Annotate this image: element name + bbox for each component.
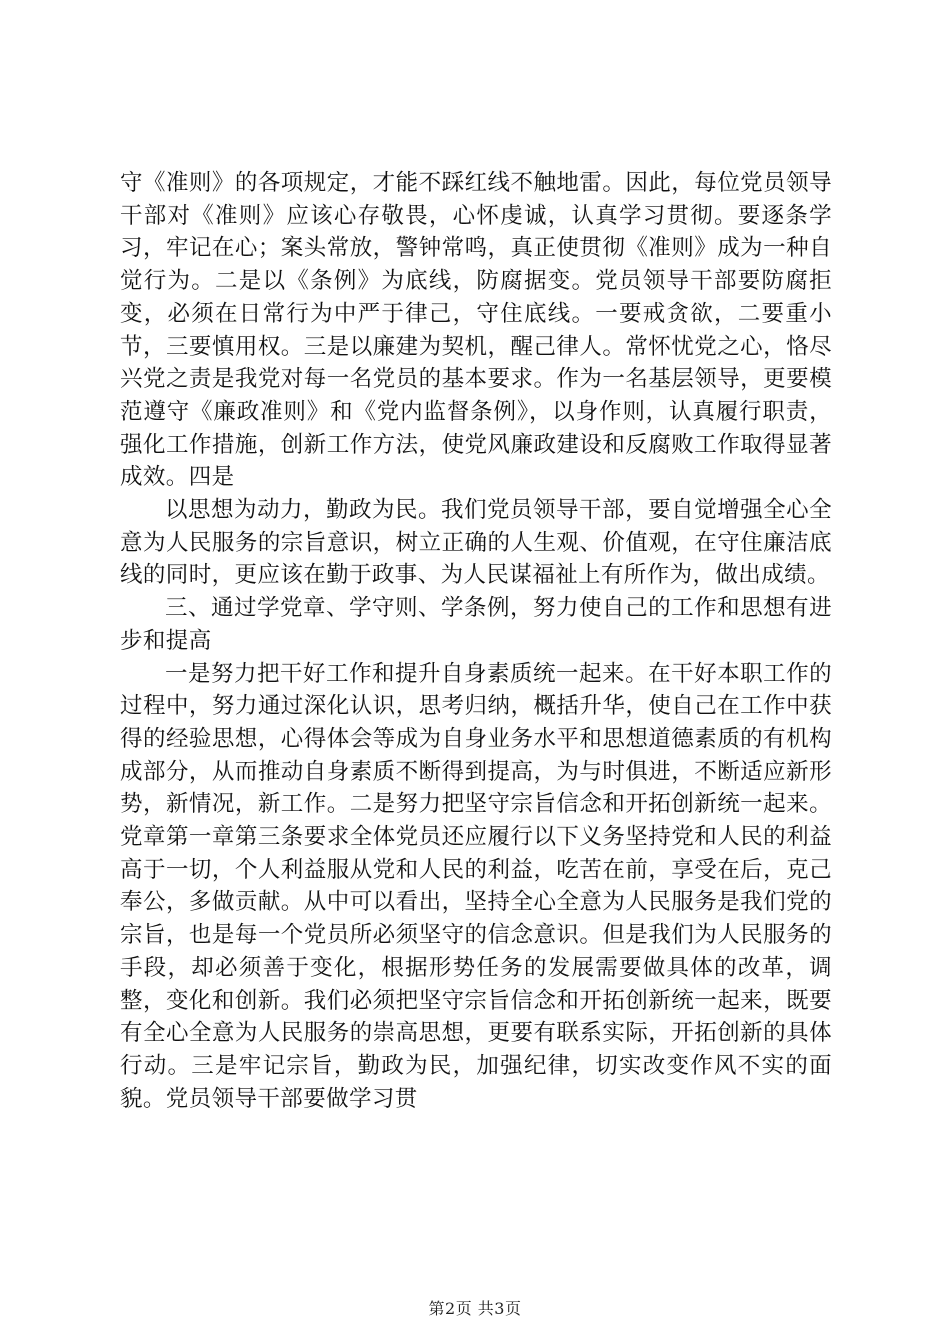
page-number-footer: 第2页 共3页 bbox=[428, 1299, 522, 1318]
paragraph-1: 守《准则》的各项规定，才能不踩红线不触地雷。因此，每位党员领导干部对《准则》应该心存敬畏，心怀虔诚，认真学习贯彻。要逐条学习，牢记在心；案头常放，警钟常鸣，真正使贯彻《准则》成为一种自觉行为。二是以《条例》为底线，防腐据变。党员领导干部要防腐拒变，必须在日常行为中严于律己，守住底线。一要戒贪欲，二要重小节，三要慎用权。三是以廉建为契机，醒己律人。常怀忧党之心，恪尽兴党之责是我党对每一名党员的基本要求。作为一名基层领导，更要模范遵守《廉政准则》和《党内监督条例》，以身作则，认真履行职责，强化工作措施，创新工作方法，使党风廉政建设和反腐败工作取得显著成效。四是 bbox=[120, 170, 832, 491]
section-heading-3: 三、通过学党章、学守则、学条例，努力使自己的工作和思想有进步和提高 bbox=[120, 595, 832, 654]
paragraph-4: 一是努力把干好工作和提升自身素质统一起来。在干好本职工作的过程中，努力通过深化认识，思考归纳，概括升华，使自己在工作中获得的经验思想，心得体会等成为自身业务水平和思想道德素质的有机构成部分，从而推动自身素质不断得到提高，为与时俱进，不断适应新形势，新情况，新工作。二是努力把坚守宗旨信念和开拓创新统一起来。党章第一章第三条要求全体党员还应履行以下义务坚持党和人民的利益高于一切，个人利益服从党和人民的利益，吃苦在前，享受在后，克己奉公，多做贡献。从中可以看出，坚持全心全意为人民服务是我们党的宗旨，也是每一个党员所必须坚守的信念意识。但是我们为人民服务的手段，却必须善于变化，根据形势任务的发展需要做具体的改革，调整，变化和创新。我们必须把坚守宗旨信念和开拓创新统一起来，既要有全心全意为人民服务的崇高思想，更要有联系实际，开拓创新的具体行动。三是牢记宗旨，勤政为民，加强纪律，切实改变作风不实的面貌。党员领导干部要做学习贯 bbox=[120, 660, 832, 1112]
document-body bbox=[120, 167, 832, 1115]
paragraph-2: 以思想为动力，勤政为民。我们党员领导干部，要自觉增强全心全意为人民服务的宗旨意识，树立正确的人生观、价值观，在守住廉洁底线的同时，更应该在勤于政事、为人民谋福祉上有所作为，做出成绩。 bbox=[120, 497, 832, 589]
